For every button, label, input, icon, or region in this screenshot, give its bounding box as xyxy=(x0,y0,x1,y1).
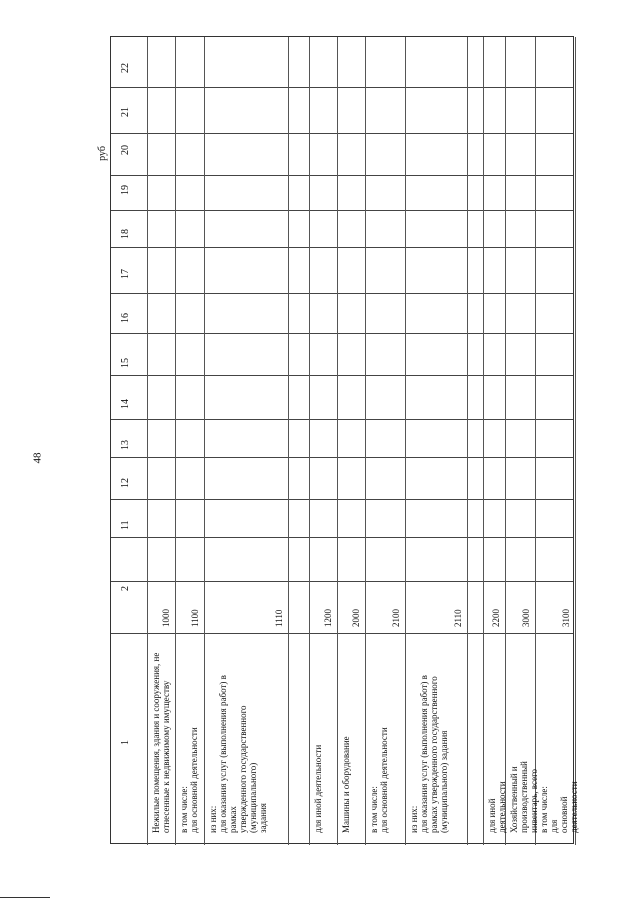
row-name: в том числе: для основной деятельности xyxy=(539,781,579,833)
table-rule xyxy=(111,247,573,248)
row-code: 2110 xyxy=(453,609,463,627)
row-name: из них: для оказания услуг (выполнения работ) в рамках утвержденного государственного (муниципального) задания xyxy=(208,675,268,833)
row-separator xyxy=(467,37,468,845)
row-separator xyxy=(309,37,310,845)
table-rule xyxy=(111,133,573,134)
row-name: в том числе: для основной деятельности xyxy=(179,727,199,833)
row-separator xyxy=(365,37,366,845)
row-code: 1000 xyxy=(161,609,171,627)
row-separator xyxy=(505,37,506,845)
row-separator xyxy=(337,37,338,845)
row-name: Машины и оборудование xyxy=(341,736,351,833)
column-header: 16 xyxy=(120,313,131,323)
row-code: 1200 xyxy=(323,609,333,627)
row-name: для иной деятельности xyxy=(487,781,507,833)
bottom-rule xyxy=(0,897,50,898)
table-rule xyxy=(111,537,573,538)
row-separator xyxy=(535,37,536,845)
row-separator xyxy=(175,37,176,845)
row-separator xyxy=(405,37,406,845)
column-header: 12 xyxy=(120,478,131,488)
table-rule xyxy=(111,581,573,582)
row-separator xyxy=(147,37,148,845)
table-rule xyxy=(111,419,573,420)
row-code: 3000 xyxy=(521,609,531,627)
row-code: 1110 xyxy=(274,609,284,627)
table-rule xyxy=(111,87,573,88)
row-name: в том числе: для основной деятельности xyxy=(369,727,389,833)
table-rule xyxy=(111,633,573,634)
row-separator xyxy=(288,37,289,845)
column-header: 17 xyxy=(120,269,131,279)
column-header: 19 xyxy=(120,185,131,195)
row-name: из них: для оказания услуг (выполнения работ) в рамках утвержденного государственного (муниципального) задания xyxy=(409,675,449,833)
row-code: 1100 xyxy=(190,609,200,627)
column-header: 20 xyxy=(120,145,131,155)
column-header: 15 xyxy=(120,358,131,368)
column-header: 2 xyxy=(120,586,131,591)
row-code: 2100 xyxy=(391,609,401,627)
column-header: 14 xyxy=(120,399,131,409)
column-header: 21 xyxy=(120,107,131,117)
row-code: 3100 xyxy=(561,609,571,627)
unit-label: руб xyxy=(96,146,108,161)
row-name: для иной деятельности xyxy=(313,744,323,833)
table-rule xyxy=(111,175,573,176)
row-name: Нежилые помещения, здания и сооружения, не отнесенные к недвижимому имуществу xyxy=(151,652,171,833)
row-separator xyxy=(483,37,484,845)
data-table xyxy=(110,36,579,844)
row-code: 2000 xyxy=(351,609,361,627)
table-rule xyxy=(111,333,573,334)
column-header: 18 xyxy=(120,229,131,239)
column-header: 22 xyxy=(120,63,131,73)
table-rule xyxy=(111,499,573,500)
row-separator xyxy=(204,37,205,845)
column-header: 11 xyxy=(120,520,131,530)
table-rule xyxy=(111,375,573,376)
row-name: Хозяйственный и производственный инвентарь, всего xyxy=(509,761,539,833)
table-rule xyxy=(111,293,573,294)
table-rule xyxy=(111,210,573,211)
table-rule xyxy=(111,457,573,458)
row-separator xyxy=(575,37,576,845)
column-header: 13 xyxy=(120,440,131,450)
page-number: 48 xyxy=(31,452,44,464)
row-code: 2200 xyxy=(491,609,501,627)
column-header: 1 xyxy=(120,740,131,745)
